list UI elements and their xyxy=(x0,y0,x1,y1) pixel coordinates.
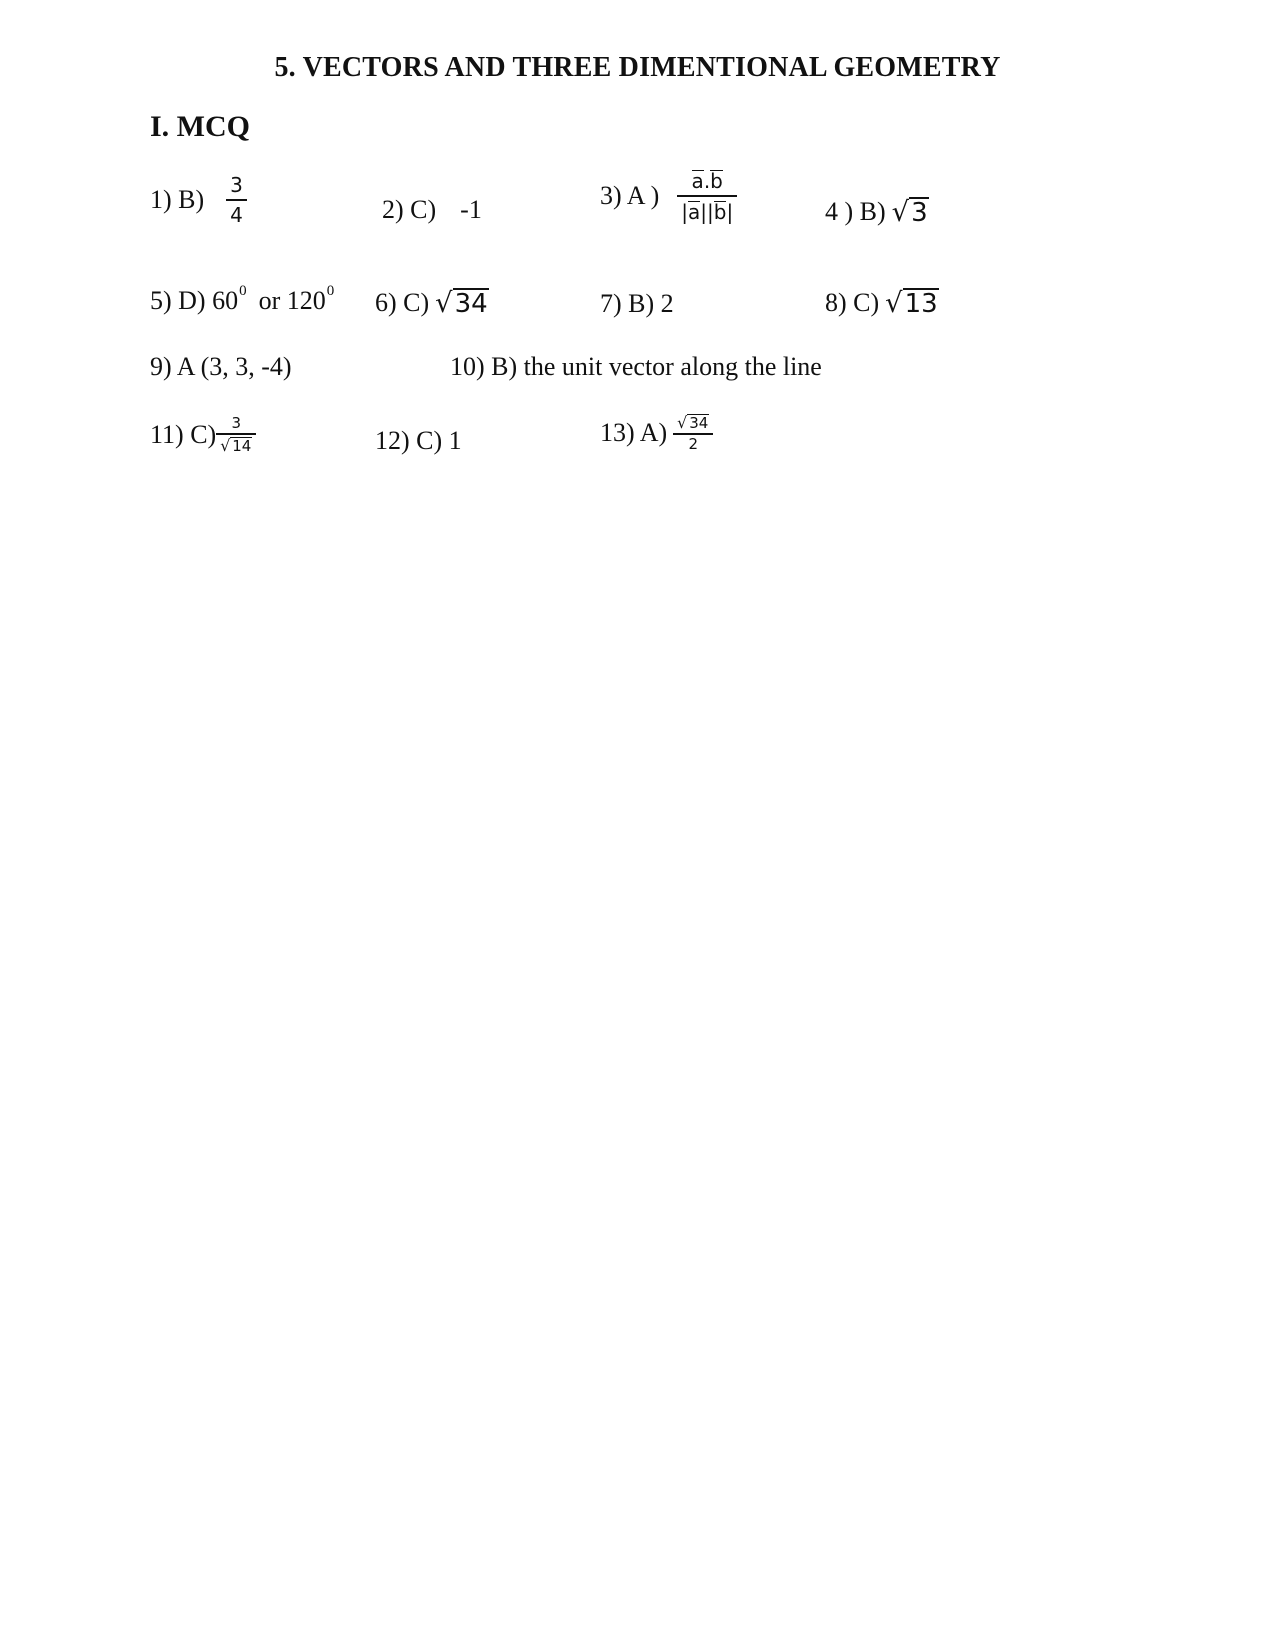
answer-11 xyxy=(150,416,256,454)
answer-9-label: 9) A (3, 3, -4) xyxy=(150,352,292,381)
section-heading: I. MCQ xyxy=(150,110,250,143)
answer-1-label: 1) B) xyxy=(150,185,205,214)
vector-a-magnitude: a xyxy=(687,200,701,224)
answer-8 xyxy=(825,288,939,317)
answer-2-label: 2) C) xyxy=(382,195,437,224)
page-title: 5. VECTORS AND THREE DIMENTIONAL GEOMETRY xyxy=(274,52,1001,83)
answer-3 xyxy=(600,170,737,222)
answer-13-numerator xyxy=(673,414,713,431)
answer-5-superscript-1: 0 xyxy=(239,282,247,299)
answer-8-radicand: 13 xyxy=(904,289,938,319)
radical-icon: √ xyxy=(885,287,903,319)
answer-13-denominator: 2 xyxy=(688,435,699,454)
answer-12-label: 12) C) 1 xyxy=(375,426,462,455)
answer-11-denominator xyxy=(216,437,256,454)
answer-5 xyxy=(150,282,335,315)
answer-1 xyxy=(150,175,247,225)
answer-10-label: 10) B) the unit vector along the line xyxy=(450,352,822,381)
answer-2-value: -1 xyxy=(460,195,482,224)
answer-10 xyxy=(450,354,822,380)
answer-9 xyxy=(150,354,292,380)
answer-5-label: 5) D) 60 xyxy=(150,286,239,315)
answer-12 xyxy=(375,428,462,454)
answer-7 xyxy=(600,291,674,317)
answer-3-numerator xyxy=(688,170,727,191)
answer-13-label: 13) A) xyxy=(600,418,668,448)
fraction-bar xyxy=(216,433,256,435)
answer-11-sqrt xyxy=(220,437,252,454)
answer-13 xyxy=(600,414,713,452)
answer-6-radicand: 34 xyxy=(454,289,488,319)
answer-7-label: 7) B) 2 xyxy=(600,289,674,318)
answer-1-numerator: 3 xyxy=(230,173,243,197)
answer-13-fraction xyxy=(673,414,713,452)
radical-icon: √ xyxy=(677,413,688,433)
answer-4-label: 4 ) B) xyxy=(825,196,886,226)
answer-1-denominator: 4 xyxy=(230,203,243,227)
vector-b-magnitude: b xyxy=(713,200,727,224)
answer-3-denominator: |a||b| xyxy=(681,200,734,224)
answer-6-label: 6) C) xyxy=(375,287,430,317)
answer-2 xyxy=(382,197,482,223)
answer-6-sqrt xyxy=(435,288,489,317)
answer-11-numerator: 3 xyxy=(231,414,242,432)
fraction-bar xyxy=(226,199,247,201)
answer-8-sqrt xyxy=(885,288,939,317)
answer-6 xyxy=(375,288,489,317)
answer-11-radicand: 14 xyxy=(232,437,252,455)
answer-5-alternative: or 120 xyxy=(258,286,326,315)
vector-a: a xyxy=(691,169,704,193)
answer-3-label: 3) A ) xyxy=(600,181,660,210)
answer-5-superscript-2: 0 xyxy=(326,282,335,299)
answer-4-radicand: 3 xyxy=(911,198,928,228)
answer-1-fraction xyxy=(226,175,247,225)
answer-4 xyxy=(825,197,929,226)
answer-13-radicand: 34 xyxy=(689,414,709,432)
dot-operator: . xyxy=(703,169,711,193)
answer-13-sqrt xyxy=(677,414,709,431)
radical-icon: √ xyxy=(220,436,231,456)
answer-4-sqrt xyxy=(892,197,929,226)
fraction-bar xyxy=(677,195,737,197)
vector-b: b xyxy=(710,169,723,193)
answer-11-fraction xyxy=(216,416,256,454)
radical-icon: √ xyxy=(891,196,910,228)
answer-11-label: 11) C) xyxy=(150,420,217,450)
radical-icon: √ xyxy=(435,287,453,319)
answer-8-label: 8) C) xyxy=(825,287,880,317)
answer-3-fraction xyxy=(677,170,737,222)
